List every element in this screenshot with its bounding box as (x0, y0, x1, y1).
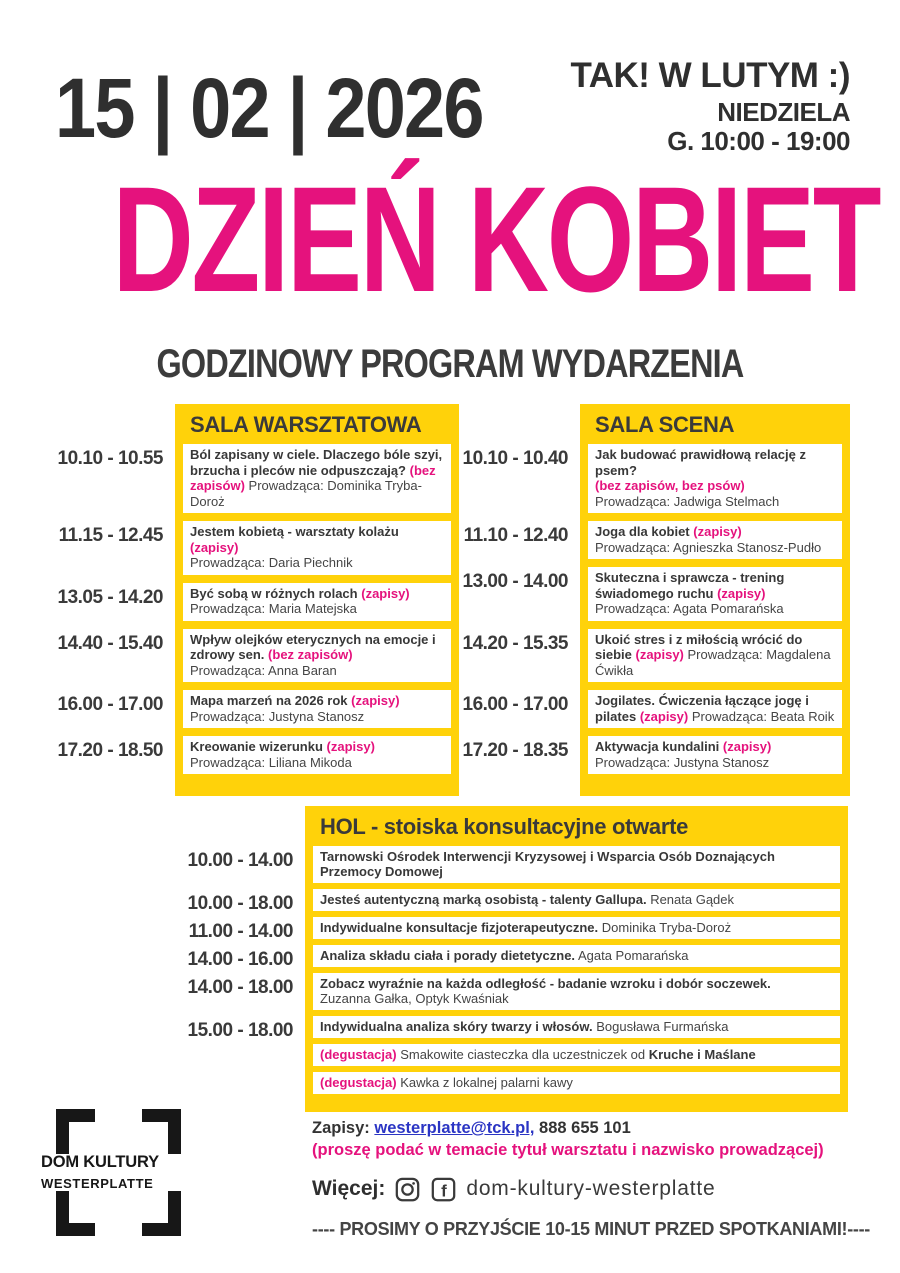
card-text-segment: Smakowite ciasteczka dla uczestniczek od (400, 1047, 646, 1063)
card-text-segment: Jestem kobietą - warsztaty kolażu (190, 524, 399, 540)
sala-scena-title: SALA SCENA (595, 412, 735, 437)
card-text-segment: Być sobą w różnych rolach (190, 585, 358, 601)
time-label: 14.40 - 15.40 (57, 632, 163, 654)
time-label: 17.20 - 18.35 (462, 740, 568, 762)
schedule-card (313, 973, 840, 1010)
section-header (305, 806, 848, 846)
card-cell (580, 521, 850, 567)
card-text-segment: Zuzanna Gałka, Optyk Kwaśniak (320, 991, 509, 1007)
schedule-card (183, 736, 451, 774)
schedule-card (313, 1016, 840, 1038)
card-text-segment: Renata Gądek (650, 892, 735, 908)
time-label: 14.00 - 18.00 (187, 977, 293, 999)
hol-title: HOL - stoiska konsultacyjne otwarte (320, 814, 689, 839)
email-link[interactable]: westerplatte@tck.pl, (374, 1119, 535, 1137)
card-cell (175, 629, 459, 691)
card-cell (305, 917, 848, 945)
logo-line1: DOM KULTURY (41, 1153, 159, 1171)
schedule-hol (172, 806, 848, 1112)
card-text-segment: (zapisy) (722, 739, 772, 755)
card-cell (580, 444, 850, 521)
card-cell (305, 889, 848, 917)
time-label: 10.00 - 18.00 (187, 893, 293, 915)
card-text-segment: Prowadząca: Anna Baran (190, 662, 337, 678)
event-date: 15 | 02 | 2026 (55, 61, 483, 155)
card-text-segment: Prowadząca: Justyna Stanosz (595, 754, 770, 770)
schedule-card (313, 846, 840, 883)
signup-note: (proszę podać w temacie tytuł warsztatu i nazwisko prowadzącej) (312, 1141, 824, 1160)
time-label: 10.10 - 10.55 (57, 448, 163, 470)
card-text-segment: Prowadząca: Daria Piechnik (190, 555, 353, 571)
card-text-segment: (degustacja) (320, 1047, 397, 1063)
card-text-segment: Prowadząca: Liliana Mikoda (190, 754, 352, 770)
card-text-segment: Bogusława Furmańska (596, 1019, 729, 1035)
section-header (175, 404, 459, 444)
card-text-segment: Agata Pomarańska (577, 948, 689, 964)
spacer (172, 806, 305, 846)
card-text-segment: Prowadząca: Dominika Tryba-Doroż (190, 478, 422, 509)
svg-text:f: f (441, 1181, 448, 1201)
card-cell (175, 736, 459, 796)
card-text-segment: (zapisy) (326, 739, 375, 755)
card-text-segment: (zapisy) (717, 585, 766, 601)
time-label: 16.00 - 17.00 (57, 694, 163, 716)
card-text-segment: Prowadząca: Maria Matejska (190, 601, 357, 617)
schedule-card (313, 1044, 840, 1066)
event-weekday: NIEDZIELA (717, 97, 850, 128)
card-cell (175, 444, 459, 521)
schedule-card (313, 917, 840, 939)
card-text-segment: Joga dla kobiet (595, 524, 690, 540)
frame-corner-icon (142, 1109, 181, 1154)
card-text-segment: Kawka z lokalnej palarni kawy (400, 1075, 573, 1091)
card-text-segment: (zapisy) (635, 647, 684, 663)
schedule-card (183, 583, 451, 621)
card-text-segment: Kreowanie wizerunku (190, 739, 323, 755)
card-text-segment: Tarnowski Ośrodek Interwencji Kryzysowej i Wsparcia Osób Doznających Przemocy Domowej (320, 849, 775, 880)
card-cell (305, 973, 848, 1016)
signup-label: Zapisy: (312, 1119, 370, 1137)
card-text-segment: Wpływ olejków eterycznych na emocje i zdrowy sen. (190, 631, 436, 663)
event-meta (570, 56, 850, 156)
card-text-segment: Prowadząca: Justyna Stanosz (190, 708, 365, 724)
schedule-card (588, 736, 842, 774)
card-text-segment: Indywidualna analiza skóry twarzy i włosów. (320, 1019, 593, 1035)
schedule-card (588, 521, 842, 559)
time-label: 14.20 - 15.35 (462, 632, 568, 654)
signup-line (312, 1118, 857, 1139)
card-cell (580, 629, 850, 691)
instagram-icon (394, 1176, 421, 1203)
schedule-card (183, 690, 451, 728)
phone-number: 888 655 101 (539, 1119, 631, 1137)
event-tagline: TAK! W LUTYM :) (570, 56, 850, 95)
time-label: 10.10 - 10.40 (462, 448, 568, 470)
time-label: 10.00 - 14.00 (187, 850, 293, 872)
time-label: 14.00 - 16.00 (187, 949, 293, 971)
schedule-card (588, 567, 842, 621)
card-text-segment: Dominika Tryba-Doroż (601, 920, 732, 936)
more-label: Więcej: (312, 1177, 386, 1201)
logo-line2: WESTERPLATTE (41, 1176, 154, 1191)
card-text-segment: Prowadząca: Magdalena Ćwikła (595, 647, 831, 678)
card-cell (580, 567, 850, 629)
frame-corner-icon (142, 1191, 181, 1236)
card-cell (175, 583, 459, 629)
spacer (458, 404, 580, 444)
card-cell (305, 945, 848, 973)
schedule-card (183, 521, 451, 575)
dom-kultury-logo (40, 1103, 210, 1248)
card-text-segment: (bez zapisów, bez psów) (595, 478, 745, 494)
schedule-card (183, 444, 451, 513)
time-label: 13.00 - 14.00 (462, 571, 568, 593)
card-text-segment: Indywidualne konsultacje fizjoterapeutyczne. (320, 920, 599, 936)
card-cell (175, 690, 459, 736)
time-label: 15.00 - 18.00 (187, 1020, 293, 1042)
schedule-card (183, 629, 451, 683)
card-text-segment: Ukoić stres i z miłością wrócić do siebie (595, 631, 803, 663)
section-header (580, 404, 850, 444)
card-text-segment: Jogilates. Ćwiczenia łączące jogę i pilates (595, 693, 809, 724)
schedule-card (313, 945, 840, 967)
time-label: 16.00 - 17.00 (462, 694, 568, 716)
sala-warsztatowa-title: SALA WARSZTATOWA (190, 412, 422, 437)
contact-block (312, 1118, 871, 1240)
facebook-icon (430, 1176, 457, 1203)
schedule-card (588, 444, 842, 513)
card-cell (305, 1072, 848, 1112)
card-text-segment: Prowadząca: Agata Pomarańska (595, 601, 784, 617)
time-label: 11.10 - 12.40 (463, 525, 568, 547)
card-text-segment: Kruche i Maślane (648, 1047, 756, 1063)
card-text-segment: Zobacz wyraźnie na każda odległość - badanie wzroku i dobór soczewek. (320, 976, 771, 992)
card-text-segment: (bez zapisów) (268, 647, 353, 663)
schedule-sala-warsztatowa (55, 404, 459, 796)
spacer (55, 404, 175, 444)
card-text-segment: Prowadząca: Beata Roik (691, 708, 835, 724)
card-text-segment: Prowadząca: Agnieszka Stanosz-Pudło (595, 539, 822, 555)
schedule-card (313, 1072, 840, 1094)
card-cell (580, 736, 850, 796)
time-label: 11.15 - 12.45 (58, 525, 163, 547)
social-row (312, 1176, 857, 1203)
arrival-note: ---- PROSIMY O PRZYJŚCIE 10-15 MINUT PRZED SPOTKANIAMI!---- (312, 1218, 871, 1239)
card-text-segment: (degustacja) (320, 1075, 397, 1091)
card-cell (175, 521, 459, 583)
card-text-segment: Prowadząca: Jadwiga Stelmach (595, 493, 780, 509)
card-text-segment: (zapisy) (361, 585, 410, 601)
card-text-segment: (zapisy) (693, 524, 742, 540)
card-cell (580, 690, 850, 736)
card-cell (305, 1044, 848, 1072)
schedule-sala-scena (458, 404, 850, 796)
card-text-segment: Jesteś autentyczną marką osobistą - talenty Gallupa. (320, 892, 647, 908)
schedule-card (588, 690, 842, 728)
time-label: 13.05 - 14.20 (57, 586, 163, 608)
frame-corner-icon (56, 1191, 95, 1236)
card-text-segment: (bez zapisów) (190, 462, 436, 494)
time-label: 17.20 - 18.50 (57, 740, 163, 762)
card-cell (305, 846, 848, 889)
event-hours: G. 10:00 - 19:00 (667, 126, 850, 157)
card-text-segment: Aktywacja kundalini (595, 739, 720, 755)
card-cell (305, 1016, 848, 1044)
schedule-card (588, 629, 842, 683)
time-label (172, 1044, 305, 1072)
time-label: 11.00 - 14.00 (188, 921, 293, 943)
card-text-segment: Skuteczna i sprawcza - trening świadomego ruchu (595, 570, 785, 601)
main-title: DZIEŃ KOBIET (112, 155, 880, 323)
social-handle: dom-kultury-westerplatte (466, 1177, 716, 1201)
card-text-segment: (zapisy) (351, 693, 400, 709)
card-text-segment: Jak budować prawidłową relację z psem? (595, 447, 806, 478)
card-text-segment: (zapisy) (190, 539, 239, 555)
card-text-segment: Analiza składu ciała i porady dietetyczne. (320, 948, 576, 964)
card-text-segment: Ból zapisany w ciele. Dlaczego bóle szyi, brzucha i pleców nie odpuszczają? (190, 447, 443, 478)
card-text-segment: Mapa marzeń na 2026 rok (190, 693, 348, 709)
program-subtitle: GODZINOWY PROGRAM WYDARZENIA (156, 342, 744, 386)
frame-corner-icon (56, 1109, 95, 1154)
card-text-segment: (zapisy) (639, 708, 689, 724)
schedule-card (313, 889, 840, 911)
